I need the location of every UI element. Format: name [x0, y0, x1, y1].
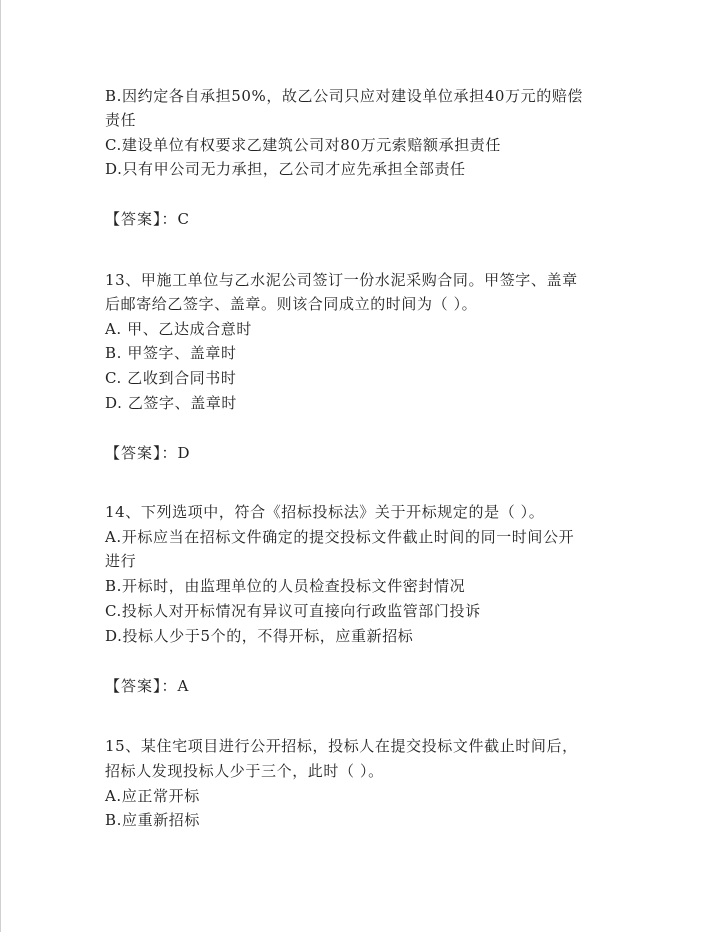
q12-answer: 【答案】：C	[105, 210, 190, 228]
q13-option-b: B. 甲签字、盖章时	[105, 344, 237, 362]
q15-stem-line1: 15、某住宅项目进行公开招标，投标人在提交投标文件截止时间后，	[105, 737, 578, 755]
q13-option-a: A. 甲、乙达成合意时	[105, 320, 252, 338]
q13-answer: 【答案】：D	[105, 444, 191, 462]
q14-answer: 【答案】：A	[105, 677, 190, 695]
q13-option-c: C. 乙收到合同书时	[105, 369, 237, 387]
q14-option-a-line2: 进行	[105, 552, 137, 570]
q12-option-b-line1: B.因约定各自承担50%，故乙公司只应对建设单位承担40万元的赔偿	[105, 87, 584, 105]
q14-stem: 14、下列选项中，符合《招标投标法》关于开标规定的是（ ）。	[105, 503, 545, 521]
q14-option-b: B.开标时，由监理单位的人员检查投标文件密封情况	[105, 577, 466, 595]
q15-stem-line2: 招标人发现投标人少于三个，此时（ ）。	[105, 762, 384, 780]
q12-option-b-line2: 责任	[105, 111, 137, 129]
q14-option-a-line1: A.开标应当在招标文件确定的提交投标文件截止时间的同一时间公开	[105, 528, 575, 546]
q14-option-c: C.投标人对开标情况有异议可直接向行政监管部门投诉	[105, 602, 481, 620]
q12-option-d: D.只有甲公司无力承担，乙公司才应先承担全部责任	[105, 160, 466, 178]
q15-option-b: B.应重新招标	[105, 811, 200, 829]
q15-option-a: A.应正常开标	[105, 787, 200, 805]
q13-option-d: D. 乙签字、盖章时	[105, 394, 238, 412]
q14-option-d: D.投标人少于5个的，不得开标，应重新招标	[105, 627, 414, 645]
q13-stem-line1: 13、甲施工单位与乙水泥公司签订一份水泥采购合同。甲签字、盖章	[105, 271, 578, 289]
q12-option-c: C.建设单位有权要求乙建筑公司对80万元索赔额承担责任	[105, 136, 501, 154]
q13-stem-line2: 后邮寄给乙签字、盖章。则该合同成立的时间为（ ）。	[105, 295, 478, 313]
